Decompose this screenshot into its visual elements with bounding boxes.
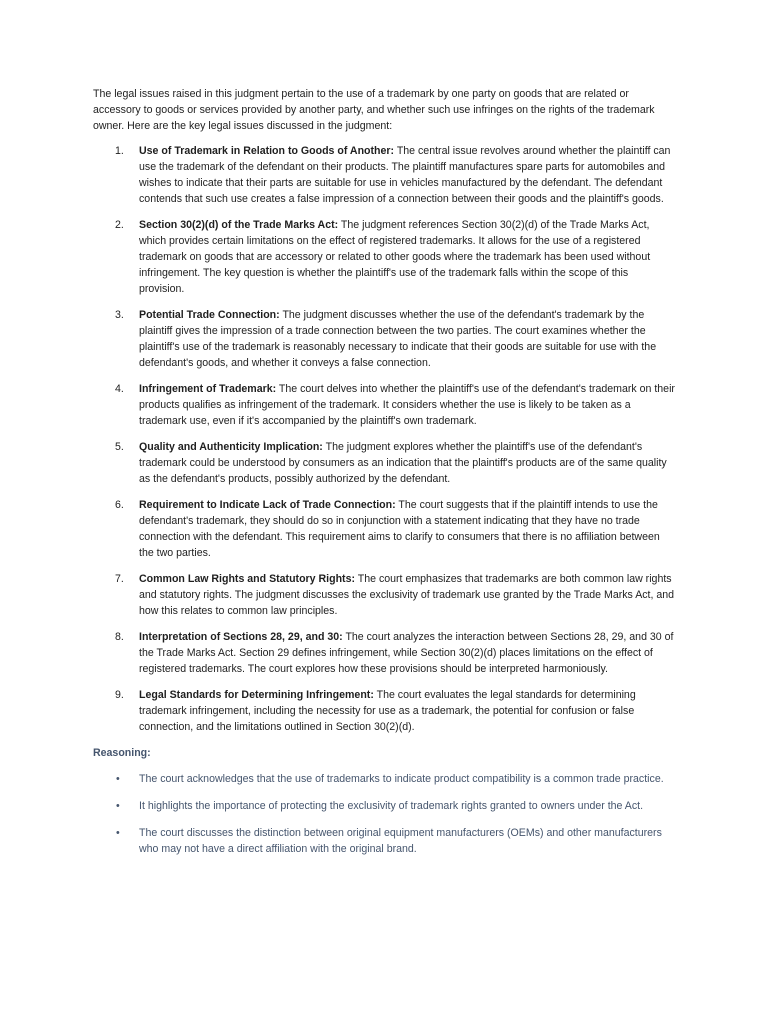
reasoning-item-2 <box>93 798 676 814</box>
issue-heading: Use of Trademark in Relation to Goods of Another: <box>139 145 395 157</box>
issue-item-1 <box>93 143 676 207</box>
bullet-icon: • <box>116 800 120 812</box>
issue-text: The court evaluates the legal standards for determining trademark infringement, including the necessity for use as a trademark, the potential for confusion or false connection, and the limitations outlined in Section 30(2)(d). <box>139 689 636 733</box>
issue-text: The court suggests that if the plaintiff intends to use the defendant's trademark, they should do so in conjunction with a statement indicating that they have no trade connection with the defendant. This requirement aims to clarify to consumers that there is no affiliation between the two parties. <box>139 499 660 559</box>
issue-number: 8. <box>115 631 124 643</box>
issue-heading: Quality and Authenticity Implication: <box>139 441 323 453</box>
bullet-icon: • <box>116 827 120 839</box>
issue-heading: Potential Trade Connection: <box>139 309 280 321</box>
issue-text: The judgment references Section 30(2)(d) of the Trade Marks Act, which provides certain limitations on the effect of registered trademarks. It allows for the use of a registered trademark on goods that are accessory or related to other goods where the trademark has been used without infringement. The key question is whether the plaintiff's use of the trademark falls within the scope of this provision. <box>139 219 651 295</box>
issue-number: 6. <box>115 499 124 511</box>
issue-heading: Common Law Rights and Statutory Rights: <box>139 573 355 585</box>
issue-item-9 <box>93 687 676 735</box>
issue-heading: Infringement of Trademark: <box>139 383 277 395</box>
issue-number: 4. <box>115 383 124 395</box>
reasoning-item-1 <box>93 771 676 787</box>
issue-item-8 <box>93 629 676 677</box>
issue-number: 2. <box>115 219 124 231</box>
reasoning-list <box>93 771 676 857</box>
reasoning-heading: Reasoning: <box>93 747 151 759</box>
issue-item-3 <box>93 307 676 371</box>
issue-number: 3. <box>115 309 124 321</box>
issue-text: The court emphasizes that trademarks are both common law rights and statutory rights. The judgment discusses the exclusivity of trademark use granted by the Trade Marks Act, and how this relates to common law principles. <box>139 573 675 617</box>
issue-item-2 <box>93 217 676 297</box>
issue-number: 1. <box>115 145 124 157</box>
issue-number: 7. <box>115 573 124 585</box>
issue-item-6 <box>93 497 676 561</box>
issue-item-7 <box>93 571 676 619</box>
reasoning-text: The court discusses the distinction between original equipment manufacturers (OEMs) and other manufacturers who may not have a direct affiliation with the original brand. <box>139 827 662 855</box>
reasoning-text: The court acknowledges that the use of trademarks to indicate product compatibility is a common trade practice. <box>139 773 664 785</box>
reasoning-item-3 <box>93 825 676 857</box>
issue-heading: Interpretation of Sections 28, 29, and 30: <box>139 631 343 643</box>
bullet-icon: • <box>116 773 120 785</box>
issue-heading: Legal Standards for Determining Infringement: <box>139 689 374 701</box>
issue-text: The judgment explores whether the plaintiff's use of the defendant's trademark could be understood by consumers as an indication that the plaintiff's products are of the same quality as the defendant's products, possibly authorized by the defendant. <box>139 441 667 485</box>
issue-text: The central issue revolves around whether the plaintiff can use the trademark of the defendant on their products. The plaintiff manufactures spare parts for automobiles and wishes to indicate that their parts are suitable for use in vehicles manufactured by the defendant. The defendant contends that such use creates a false impression of a connection between their goods and the plaintiff's goods. <box>139 145 671 205</box>
issue-text: The court delves into whether the plaintiff's use of the defendant's trademark on their products qualifies as infringement of the trademark. It considers whether the use is likely to be taken as a trademark use, even if it's accompanied by the plaintiff's own trademark. <box>139 383 675 427</box>
intro-paragraph: The legal issues raised in this judgment pertain to the use of a trademark by one party on goods that are related or accessory to goods or services provided by another party, and whether such use infringes on the rights of the trademark owner. Here are the key legal issues discussed in the judgment: <box>93 88 655 132</box>
issue-item-5 <box>93 439 676 487</box>
issue-number: 9. <box>115 689 124 701</box>
issue-text: The judgment discusses whether the use of the defendant's trademark by the plaintiff gives the impression of a trade connection between the two parties. The court examines whether the plaintiff's use of the trademark is reasonably necessary to indicate that their goods are suitable for use with the defendant's goods, and whether it conveys a false connection. <box>139 309 657 369</box>
issue-heading: Requirement to Indicate Lack of Trade Connection: <box>139 499 396 511</box>
issue-text: The court analyzes the interaction between Sections 28, 29, and 30 of the Trade Marks Act. Section 29 defines infringement, while Section 30(2)(d) places limitations on the effect of registered trademarks. The court explores how these provisions should be interpreted harmoniously. <box>139 631 674 675</box>
issue-item-4 <box>93 381 676 429</box>
issue-number: 5. <box>115 441 124 453</box>
legal-issues-list <box>93 143 676 735</box>
reasoning-text: It highlights the importance of protecting the exclusivity of trademark rights granted to owners under the Act. <box>139 800 644 812</box>
issue-heading: Section 30(2)(d) of the Trade Marks Act: <box>139 219 339 231</box>
